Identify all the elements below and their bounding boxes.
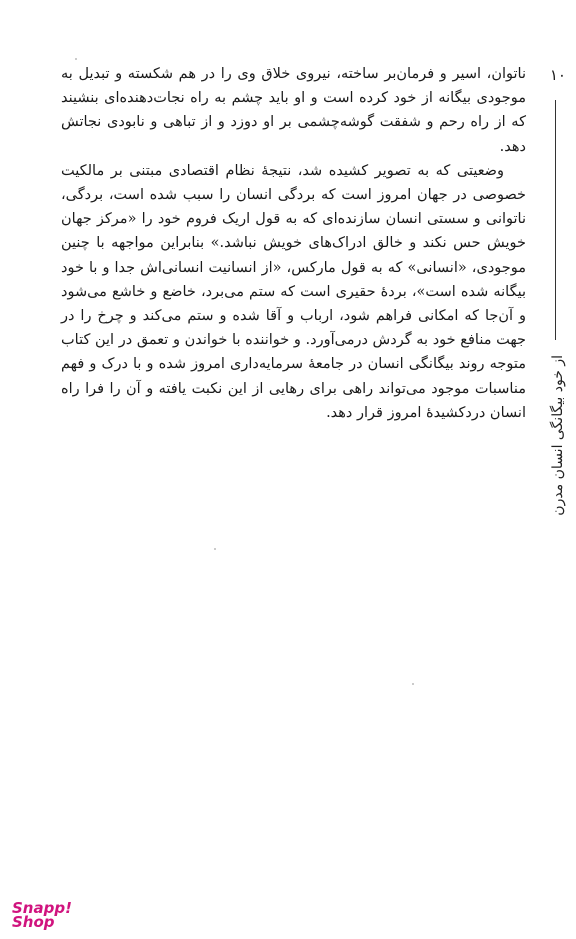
paragraph-2: وضعیتی که به تصویر کشیده شد، نتیجهٔ نظام اقتصادی مبتنی بر مالکیت خصوصی در جهان امروز است که بردگی انسان را سبب شده است، بردگی، ناتوانی و سستی انسان سازنده‌ای که به قول اریک فروم خود را «مرکز جهان خویش حس نکند و خالق ادراک‌های خویش نباشد.» بنابراین مواجهه با چنین موجودی، «انسانی» که به قول مارکس، «از انسانیت انسانی‌اش جدا و با خود بیگانه شده است»، بردهٔ حقیری است که ستم می‌برد، خاضع و خاشع می‌شود و آن‌جا که امکانی فراهم شود، ارباب و آقا شده و ستم می‌کند و چرخ را در جهت منافع خود به گردش درمی‌آورد. و خواننده با خواندن و تعمق در این کتاب متوجه روند بیگانگی انسان در جامعهٔ سرمایه‌داری امروز شده و با درک و فهم مناسبات موجود می‌تواند راهی برای رهایی از این نکبت یافته و آن را فرا راه انسان دردکشیدهٔ امروز قرار دهد. — [61, 162, 526, 421]
paper-speck — [412, 683, 414, 685]
paragraph-1: ناتوان، اسیر و فرمان‌بر ساخته، نیروی خلاق وی را در هم شکسته و تبدیل به موجودی بیگانه از خود کرده است و او باید چشم به راه نجات‌دهنده‌ای بنشیند که از راه رحم و شفقت گوشه‌چشمی بر او دوزد و از تباهی و نابودی نجاتش دهد. — [61, 66, 526, 155]
logo-line-1: Snapp! — [12, 899, 72, 917]
running-head-rule — [555, 100, 556, 340]
snapp-shop-logo — [12, 901, 72, 929]
paper-speck — [75, 58, 77, 60]
logo-line-2: Shop — [12, 913, 55, 931]
body-text — [61, 62, 526, 425]
page-number: ۱۰ — [549, 66, 566, 84]
paper-speck — [214, 548, 216, 550]
running-head: از خود بیگانگی انسان مدرن — [550, 355, 566, 516]
